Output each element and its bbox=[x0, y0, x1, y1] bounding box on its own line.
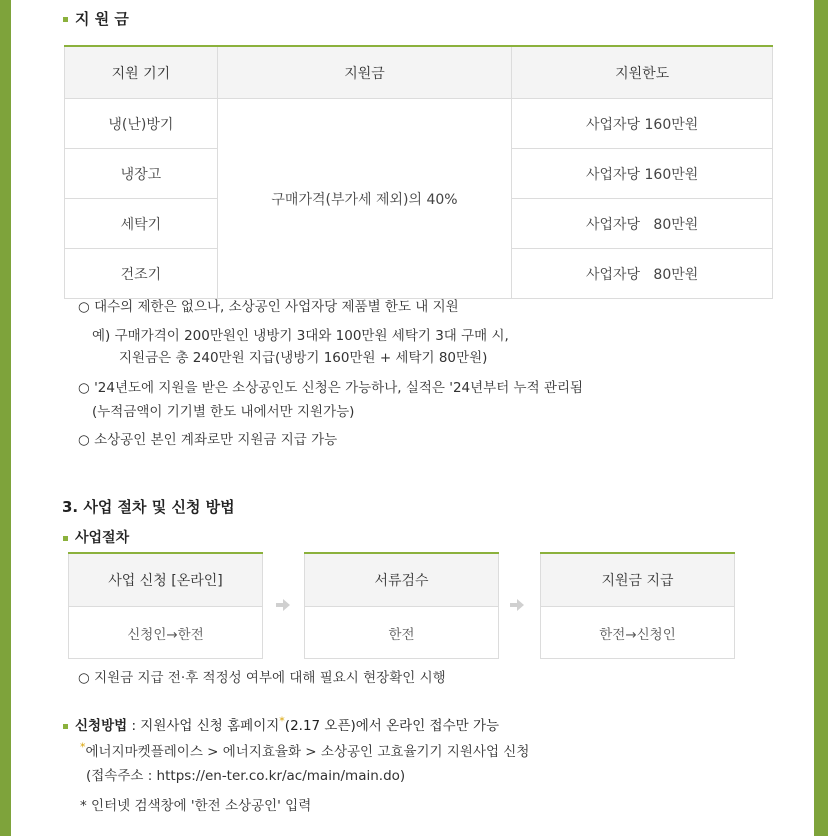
method-label: 신청방법 bbox=[75, 718, 128, 734]
table-row bbox=[65, 99, 773, 149]
footnote-star: * bbox=[80, 740, 86, 754]
square-bullet-icon bbox=[63, 536, 68, 541]
step-actor: 한전→신청인 bbox=[540, 606, 735, 659]
left-border bbox=[0, 0, 11, 836]
method-text: : 지원사업 신청 홈페이지 bbox=[127, 718, 280, 734]
limit-cell: 사업자당 160만원 bbox=[512, 99, 773, 149]
arrow-right-icon bbox=[510, 599, 524, 611]
step-apply bbox=[68, 552, 263, 658]
device-cell: 냉(난)방기 bbox=[65, 99, 218, 149]
note-example: 예) 구매가격이 200만원인 냉방기 3대와 100만원 세탁기 3대 구매 시, bbox=[92, 328, 509, 344]
footnote-star: * bbox=[279, 714, 285, 728]
note-limit: ○ 대수의 제한은 없으나, 소상공인 사업자당 제품별 한도 내 지원 bbox=[78, 299, 459, 315]
limit-cell: 사업자당 80만원 bbox=[512, 199, 773, 249]
note-prior-year: ○ '24년도에 지원을 받은 소상공인도 신청은 가능하나, 실적은 '24년부터 누적 관리됨 bbox=[78, 380, 584, 396]
support-table bbox=[64, 45, 773, 299]
note-site-check: ○ 지원금 지급 전·후 적정성 여부에 대해 필요시 현장확인 시행 bbox=[78, 670, 446, 686]
note-prior-year-detail: (누적금액이 기기별 한도 내에서만 지원가능) bbox=[92, 404, 355, 420]
limit-cell: 사업자당 160만원 bbox=[512, 149, 773, 199]
note-account: ○ 소상공인 본인 계좌로만 지원금 지급 가능 bbox=[78, 432, 338, 448]
amount-cell: 구매가격(부가세 제외)의 40% bbox=[217, 99, 512, 299]
step-actor: 한전 bbox=[304, 606, 499, 659]
table-header-row bbox=[65, 46, 773, 99]
square-bullet-icon bbox=[63, 724, 68, 729]
header-amount: 지원금 bbox=[217, 46, 512, 99]
header-device: 지원 기기 bbox=[65, 46, 218, 99]
method-text-rest: (2.17 오픈)에서 온라인 접수만 가능 bbox=[284, 718, 500, 734]
menu-path: *에너지마켓플레이스 > 에너지효율화 > 소상공인 고효율기기 지원사업 신청 bbox=[80, 740, 530, 760]
support-title: 지 원 금 bbox=[63, 8, 129, 29]
device-cell: 냉장고 bbox=[65, 149, 218, 199]
step-title: 지원금 지급 bbox=[540, 554, 735, 606]
step-actor: 신청인→한전 bbox=[68, 606, 263, 659]
step-review bbox=[304, 552, 499, 658]
step-payment bbox=[540, 552, 735, 658]
square-bullet-icon bbox=[63, 17, 68, 22]
device-cell: 세탁기 bbox=[65, 199, 218, 249]
right-border bbox=[814, 0, 828, 836]
procedure-heading: 3. 사업 절차 및 신청 방법 bbox=[62, 498, 235, 516]
search-tip: * 인터넷 검색창에 '한전 소상공인' 입력 bbox=[80, 798, 312, 814]
application-method bbox=[63, 714, 499, 734]
step-title: 사업 신청 [온라인] bbox=[68, 554, 263, 606]
note-example-total: 지원금은 총 240만원 지급(냉방기 160만원 + 세탁기 80만원) bbox=[119, 350, 488, 366]
step-title: 서류검수 bbox=[304, 554, 499, 606]
device-cell: 건조기 bbox=[65, 249, 218, 299]
limit-cell: 사업자당 80만원 bbox=[512, 249, 773, 299]
access-url: (접속주소 : https://en-ter.co.kr/ac/main/main.do) bbox=[86, 768, 406, 784]
procedure-subtitle: 사업절차 bbox=[63, 527, 129, 547]
arrow-right-icon bbox=[276, 599, 290, 611]
header-limit: 지원한도 bbox=[512, 46, 773, 99]
